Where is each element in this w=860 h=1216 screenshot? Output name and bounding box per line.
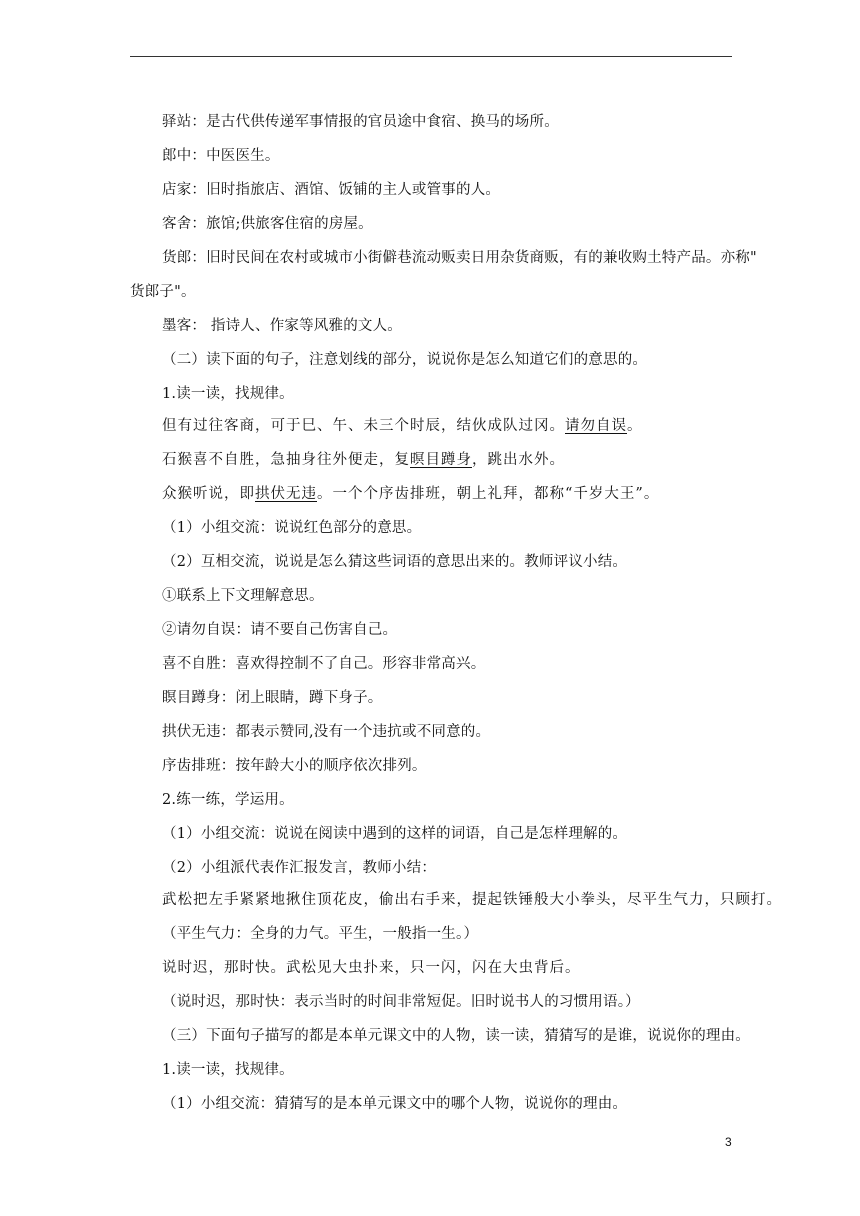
explain-shishichi: （说时迟，那时快：表示当时的时间非常短促。旧时说书人的习惯用语。） [162,994,640,1010]
sentence-text: 。 [627,418,643,434]
sentence-text: 石猴喜不自胜，急抽身往外便走，复 [162,452,410,468]
def-qingwuziwu: ②请勿自误：请不要自己伤害自己。 [162,622,398,638]
para-dianjia: 店家：旧时指旅店、酒馆、饭铺的主人或管事的人。 [162,182,501,198]
page-number: 3 [725,1135,732,1149]
example-wusong-1: 武松把左手紧紧地揪住顶花皮，偷出右手来，提起铁锤般大小拳头，尽平生气力，只顾打。 [162,892,782,908]
sentence-text: 但有过往客商，可于巳、午、未三个时辰，结伙成队过冈。 [162,418,565,434]
sentence-text: 。一个个序齿排班，朝上礼拜，都称“千岁大王”。 [317,486,660,502]
underlined-term: 暝目蹲身 [410,452,472,468]
underlined-term: 拱伏无违 [255,486,317,502]
example-sentence-2 [162,450,565,470]
section-2-heading: （二）读下面的句子，注意划线的部分，说说你是怎么知道它们的意思的。 [162,352,648,368]
step-2-practice: 2.练一练，学运用。 [162,792,294,808]
explain-pingshengqili: （平生气力：全身的力气。平生，一般指一生。） [162,926,479,942]
para-langzhong: 郎中：中医医生。 [162,148,280,164]
def-gongfuwuwei: 拱伏无违：都表示赞同,没有一个违抗或不同意的。 [162,724,491,740]
section-3-heading: （三）下面句子描写的都是本单元课文中的人物，读一读，猜猜写的是谁，说说你的理由。 [162,1028,750,1044]
example-wusong-2: 说时迟，那时快。武松见大虫扑来，只一闪，闪在大虫背后。 [162,960,581,976]
para-huolang: 货郎：旧时民间在农村或城市小街僻巷流动贩卖日用杂货商贩，有的兼收购土特产品。亦称" [162,250,757,266]
task-1-group: （1）小组交流：说说红色部分的意思。 [162,520,422,536]
para-huolang-cont: 货郎子"。 [130,284,196,300]
practice-task-2: （2）小组派代表作汇报发言，教师小结： [162,860,437,876]
step-1-read: 1.读一读，找规律。 [162,386,294,402]
def-xuchipaiban: 序齿排班：按年龄大小的顺序依次排列。 [162,758,427,774]
def-mingmudunshen: 瞑目蹲身：闭上眼睛，蹲下身子。 [162,690,383,706]
para-moke: 墨客： 指诗人、作家等风雅的文人。 [162,318,403,334]
example-sentence-3 [162,484,659,504]
sentence-text: 众猴听说，即 [162,486,255,502]
example-sentence-1 [162,416,643,436]
para-keshe: 客舍：旅馆;供旅客住宿的房屋。 [162,216,373,232]
underlined-term: 请勿自误 [565,418,627,434]
sentence-text: ，跳出水外。 [472,452,565,468]
para-yizhan: 驿站：是古代供传递军事情报的官员途中食宿、换马的场所。 [162,114,559,130]
def-xibuzisheng: 喜不自胜：喜欢得控制不了自己。形容非常高兴。 [162,656,486,672]
practice-task-1: （1）小组交流：说说在阅读中遇到的这样的词语，自己是怎样理解的。 [162,826,628,842]
task-2-exchange: （2）互相交流，说说是怎么猜这些词语的意思出来的。教师评议小结。 [162,554,628,570]
section-3-step-1: 1.读一读，找规律。 [162,1062,294,1078]
section-3-task-1: （1）小组交流：猜猜写的是本单元课文中的哪个人物，说说你的理由。 [162,1096,628,1112]
method-context: ①联系上下文理解意思。 [162,588,324,604]
